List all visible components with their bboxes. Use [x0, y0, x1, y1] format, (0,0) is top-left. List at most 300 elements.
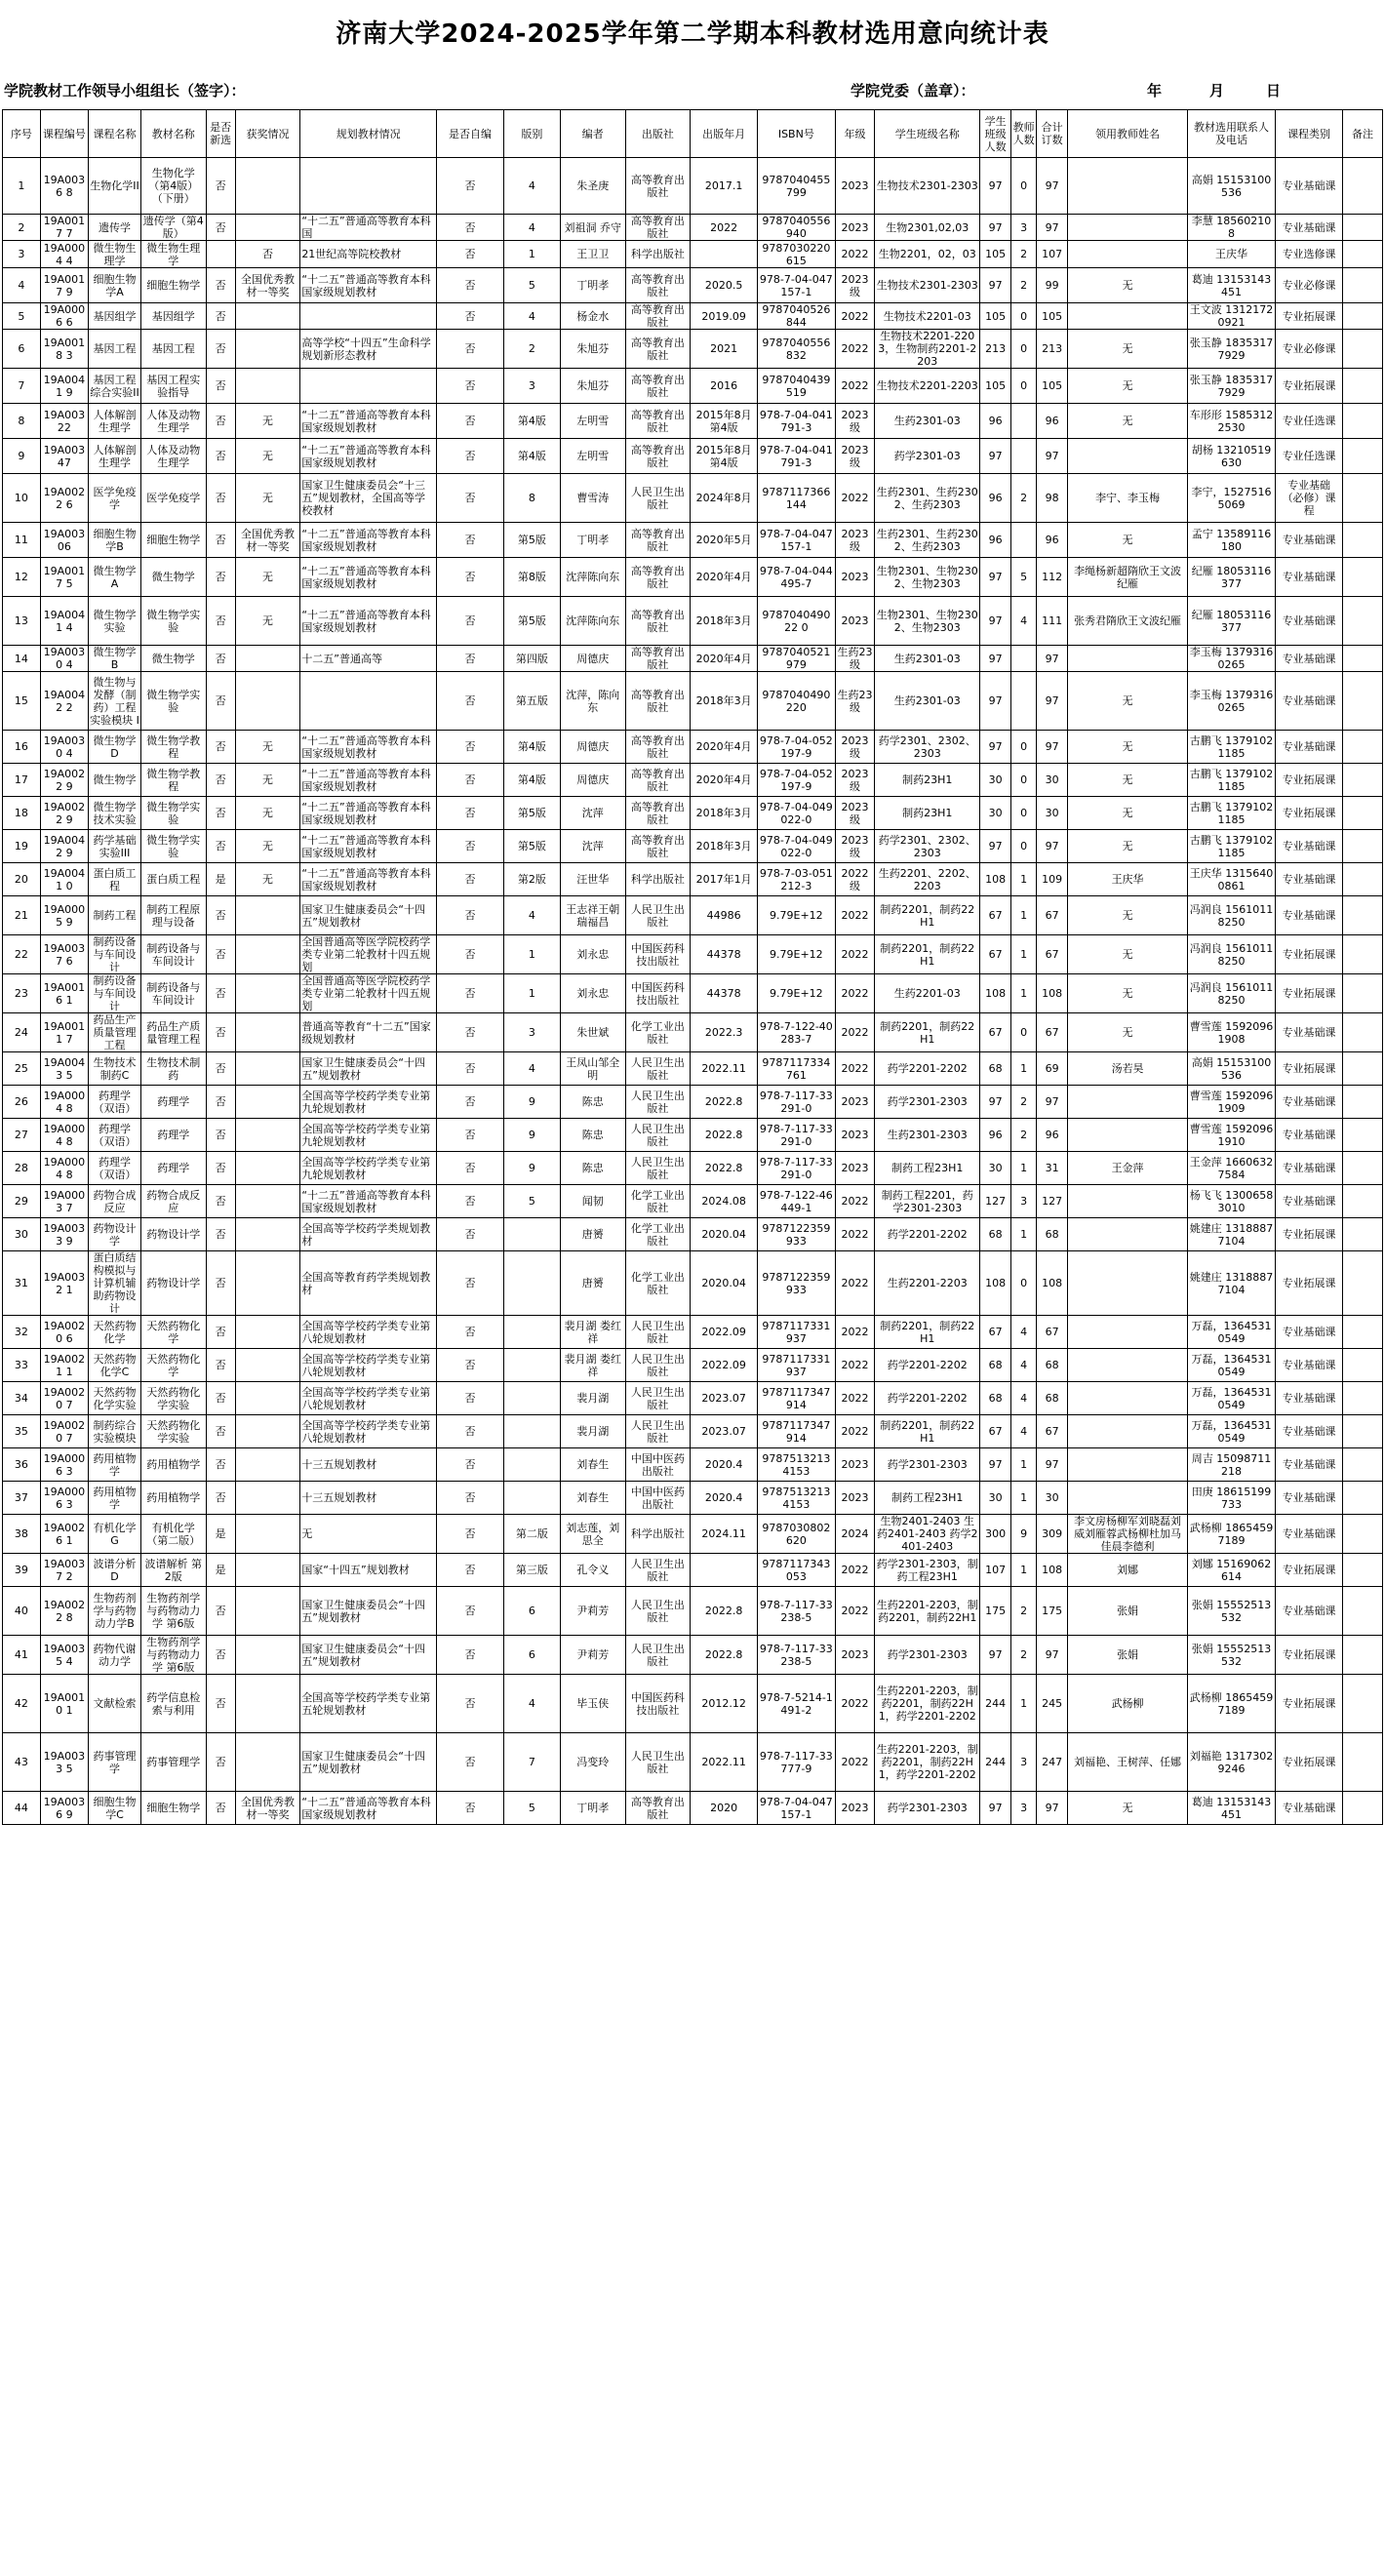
table-cell: 全国高等学校药学类专业第八轮规划教材	[300, 1349, 437, 1382]
table-cell: 高等教育出版社	[625, 215, 691, 241]
table-cell: 细胞生物学	[140, 1792, 206, 1825]
table-cell: 无	[1068, 404, 1188, 439]
table-cell: 98	[1037, 474, 1068, 523]
table-cell: 2022.11	[691, 1733, 758, 1792]
table-cell: 32	[3, 1316, 41, 1349]
table-cell	[235, 1382, 300, 1415]
table-cell: 基因工程	[89, 330, 141, 369]
table-row	[3, 1587, 1383, 1636]
table-cell: 19A0022 8	[40, 1587, 88, 1636]
table-cell: 全国优秀教材一等奖	[235, 268, 300, 303]
table-cell: 专业拓展课	[1276, 1251, 1343, 1316]
table-cell: 19A0004 8	[40, 1152, 88, 1185]
table-cell: 全国高等学校药学类专业第九轮规划教材	[300, 1119, 437, 1152]
table-cell: 2023	[835, 1792, 875, 1825]
table-cell: 27	[3, 1119, 41, 1152]
table-cell: 微生物学教程	[140, 764, 206, 797]
table-cell: 69	[1037, 1052, 1068, 1086]
table-cell: 天然药物化学C	[89, 1349, 141, 1382]
table-cell: 34	[3, 1382, 41, 1415]
table-cell: 4	[503, 303, 560, 330]
table-cell	[1342, 1185, 1382, 1218]
table-cell: 否	[437, 1316, 504, 1349]
table-cell: 19A0004 8	[40, 1119, 88, 1152]
table-cell	[235, 303, 300, 330]
table-cell: “十二五”普通高等教育本科国家级规划教材	[300, 863, 437, 896]
table-cell: 高等教育出版社	[625, 404, 691, 439]
table-cell: 9787030220 615	[758, 241, 836, 268]
table-cell	[1342, 863, 1382, 896]
table-cell: 2022	[835, 1052, 875, 1086]
table-cell: 蛋白质结构模拟与计算机辅助药物设计	[89, 1251, 141, 1316]
table-cell: 国家卫生健康委员会“十四五”规划教材	[300, 1587, 437, 1636]
table-cell: 人民卫生出版社	[625, 896, 691, 935]
table-cell: 9	[503, 1152, 560, 1185]
table-cell	[1068, 1316, 1188, 1349]
table-cell: 否	[206, 1251, 235, 1316]
table-cell: 2023	[835, 1119, 875, 1152]
table-cell: 否	[437, 268, 504, 303]
table-cell: 天然药物化学	[140, 1349, 206, 1382]
table-cell: 3	[1011, 1733, 1037, 1792]
table-cell: 19A0017 9	[40, 268, 88, 303]
table-cell: 否	[437, 646, 504, 672]
table-cell: 30	[3, 1218, 41, 1251]
table-cell: 14	[3, 646, 41, 672]
table-cell: 药学2301-2303	[875, 1448, 980, 1482]
table-cell: 2020年5月	[691, 523, 758, 558]
table-cell	[1342, 215, 1382, 241]
column-header: 编者	[560, 110, 625, 158]
table-cell: 否	[437, 1185, 504, 1218]
column-header: 教材名称	[140, 110, 206, 158]
table-cell: 2018年3月	[691, 797, 758, 830]
table-row	[3, 797, 1383, 830]
table-cell: 213	[979, 330, 1010, 369]
table-cell: 无	[300, 1515, 437, 1554]
table-cell: 沈萍，陈向东	[560, 672, 625, 731]
table-cell: 闻韧	[560, 1185, 625, 1218]
table-cell: 105	[979, 369, 1010, 404]
table-cell	[1342, 1733, 1382, 1792]
table-cell	[1068, 1185, 1188, 1218]
table-cell: 19A0030 4	[40, 646, 88, 672]
table-cell: 生物药剂学与药物动力学 第6版	[140, 1587, 206, 1636]
table-row	[3, 1415, 1383, 1448]
table-cell: 纪雁 18053116377	[1187, 597, 1275, 646]
table-cell: 9787040439519	[758, 369, 836, 404]
table-cell: 药理学（双语）	[89, 1119, 141, 1152]
table-cell: 朱圣庚	[560, 158, 625, 215]
table-cell: 胡杨 13210519630	[1187, 439, 1275, 474]
table-cell: 人民卫生出版社	[625, 1152, 691, 1185]
table-cell: 2022	[835, 935, 875, 974]
table-cell: 96	[979, 523, 1010, 558]
table-cell: 39	[3, 1554, 41, 1587]
table-cell: 天然药物化学实验	[140, 1415, 206, 1448]
table-cell: 制药23H1	[875, 797, 980, 830]
column-header: 领用教师姓名	[1068, 110, 1188, 158]
table-cell: 否	[437, 1152, 504, 1185]
table-cell: 刘志莲，刘思全	[560, 1515, 625, 1554]
table-cell: 否	[437, 1052, 504, 1086]
table-cell	[1342, 158, 1382, 215]
table-cell: 人民卫生出版社	[625, 1052, 691, 1086]
table-row	[3, 330, 1383, 369]
table-cell: 否	[437, 1448, 504, 1482]
table-cell: 遗传学（第4版）	[140, 215, 206, 241]
table-cell	[1342, 1636, 1382, 1675]
table-cell: 否	[437, 1636, 504, 1675]
table-cell: 978-7-122-40283-7	[758, 1013, 836, 1052]
column-header: 规划教材情况	[300, 110, 437, 158]
table-cell: 专业基础课	[1276, 1185, 1343, 1218]
table-cell: 97	[1037, 215, 1068, 241]
table-cell: 刘祖洞 乔守	[560, 215, 625, 241]
table-cell: 30	[1037, 797, 1068, 830]
table-cell	[235, 1587, 300, 1636]
table-cell: 尹莉芳	[560, 1587, 625, 1636]
table-cell: 朱旭芬	[560, 330, 625, 369]
table-cell: 否	[437, 1119, 504, 1152]
table-cell: 全国高等学校药学类规划教材	[300, 1218, 437, 1251]
table-cell: 微生物生理学	[89, 241, 141, 268]
table-cell: 22	[3, 935, 41, 974]
table-cell: 97	[979, 731, 1010, 764]
table-cell: 沈萍	[560, 830, 625, 863]
table-cell: 19A0006 3	[40, 1482, 88, 1515]
table-cell	[503, 1382, 560, 1415]
table-cell	[1068, 158, 1188, 215]
table-cell: 309	[1037, 1515, 1068, 1554]
table-cell: 105	[1037, 369, 1068, 404]
table-cell: 127	[1037, 1185, 1068, 1218]
table-cell: 否	[206, 330, 235, 369]
table-cell: 30	[1037, 1482, 1068, 1515]
table-cell: 沈萍	[560, 797, 625, 830]
table-cell: 2023级	[835, 764, 875, 797]
table-cell: 天然药物化学	[140, 1316, 206, 1349]
table-cell: 专业拓展课	[1276, 935, 1343, 974]
table-cell: 否	[206, 974, 235, 1013]
table-cell: 化学工业出版社	[625, 1218, 691, 1251]
table-cell: 67	[979, 935, 1010, 974]
table-cell: 96	[1037, 404, 1068, 439]
table-cell: 无	[1068, 731, 1188, 764]
column-header: 课程名称	[89, 110, 141, 158]
table-cell: 基因工程	[140, 330, 206, 369]
table-cell	[1342, 558, 1382, 597]
table-cell: 朱世斌	[560, 1013, 625, 1052]
table-cell: 波谱解析 第2版	[140, 1554, 206, 1587]
table-cell: 否	[206, 1152, 235, 1185]
table-cell: 高等教育出版社	[625, 268, 691, 303]
table-cell: 2023.07	[691, 1415, 758, 1448]
table-row	[3, 1316, 1383, 1349]
table-cell: 6	[503, 1587, 560, 1636]
table-cell: 978-7-04-052197-9	[758, 764, 836, 797]
table-cell: 万磊，13645310549	[1187, 1382, 1275, 1415]
table-cell: 专业基础课	[1276, 646, 1343, 672]
table-cell: 2020年4月	[691, 646, 758, 672]
table-cell: 213	[1037, 330, 1068, 369]
table-cell: 9787117334761	[758, 1052, 836, 1086]
table-cell: 左明雪	[560, 404, 625, 439]
table-header-row	[3, 110, 1383, 158]
table-cell: 王凤山邹全明	[560, 1052, 625, 1086]
table-cell	[1068, 1086, 1188, 1119]
table-cell: 4	[1011, 1415, 1037, 1448]
table-cell: 微生物学实验	[140, 830, 206, 863]
table-cell	[1342, 1448, 1382, 1482]
table-cell: 波谱分析D	[89, 1554, 141, 1587]
table-cell: 2022	[835, 974, 875, 1013]
table-cell: 无	[235, 764, 300, 797]
table-cell: 科学出版社	[625, 241, 691, 268]
table-cell	[300, 158, 437, 215]
table-cell: 33	[3, 1349, 41, 1382]
table-cell: 专业基础课	[1276, 863, 1343, 896]
table-cell: 中国中医药出版社	[625, 1448, 691, 1482]
table-cell: 31	[3, 1251, 41, 1316]
table-cell: 0	[1011, 1013, 1037, 1052]
table-cell	[1068, 303, 1188, 330]
table-row	[3, 1675, 1383, 1733]
table-cell	[1011, 523, 1037, 558]
table-cell	[1342, 1251, 1382, 1316]
table-cell: 人民卫生出版社	[625, 1415, 691, 1448]
table-cell: 否	[437, 1013, 504, 1052]
table-cell	[1068, 439, 1188, 474]
table-row	[3, 1349, 1383, 1382]
table-cell: 68	[979, 1349, 1010, 1382]
table-cell: 68	[1037, 1218, 1068, 1251]
table-cell	[1342, 369, 1382, 404]
column-header: 序号	[3, 110, 41, 158]
table-cell: 97	[979, 215, 1010, 241]
table-cell: 978-7-117-33238-5	[758, 1587, 836, 1636]
table-cell: 5	[503, 1185, 560, 1218]
table-cell: 国家卫生健康委员会“十四五”规划教材	[300, 1733, 437, 1792]
table-cell: 20	[3, 863, 41, 896]
table-cell: 1	[3, 158, 41, 215]
table-cell: 97	[979, 1636, 1010, 1675]
table-cell: 专业必修课	[1276, 330, 1343, 369]
table-cell: 3	[1011, 1792, 1037, 1825]
table-cell	[503, 1251, 560, 1316]
table-cell: 9	[3, 439, 41, 474]
table-cell: 19A0006 6	[40, 303, 88, 330]
table-cell: 细胞生物学A	[89, 268, 141, 303]
table-cell: 67	[1037, 1013, 1068, 1052]
table-cell: 0	[1011, 158, 1037, 215]
table-cell: 0	[1011, 303, 1037, 330]
table-cell: 244	[979, 1675, 1010, 1733]
table-row	[3, 474, 1383, 523]
table-cell: 97	[1037, 439, 1068, 474]
table-cell: 专业任选课	[1276, 439, 1343, 474]
table-cell: 生物2201，02，03	[875, 241, 980, 268]
table-cell	[1342, 1086, 1382, 1119]
table-cell: 无	[1068, 896, 1188, 935]
table-cell: 5	[503, 1792, 560, 1825]
table-cell	[235, 672, 300, 731]
table-cell: 无	[1068, 830, 1188, 863]
table-cell: 第二版	[503, 1515, 560, 1554]
table-cell: 人民卫生出版社	[625, 1119, 691, 1152]
table-cell: 否	[437, 1554, 504, 1587]
table-cell: 2	[3, 215, 41, 241]
table-cell: 67	[1037, 1415, 1068, 1448]
table-cell: 药学2201-2202	[875, 1382, 980, 1415]
table-cell: “十二五”普通高等教育本科国家级规划教材	[300, 830, 437, 863]
table-cell: 药理学	[140, 1119, 206, 1152]
table-cell: 68	[1037, 1382, 1068, 1415]
table-cell: 人民卫生出版社	[625, 1554, 691, 1587]
table-cell	[503, 1448, 560, 1482]
table-cell: 否	[437, 523, 504, 558]
month-label: 月	[1209, 82, 1225, 99]
table-cell: 生物2301、生物2302、生物2303	[875, 558, 980, 597]
table-cell	[235, 158, 300, 215]
table-cell: 周德庆	[560, 646, 625, 672]
table-cell: 李绳杨新超隋欣王文波纪雁	[1068, 558, 1188, 597]
table-row	[3, 1218, 1383, 1251]
table-cell: 4	[1011, 1382, 1037, 1415]
table-cell: 978-7-117-33238-5	[758, 1636, 836, 1675]
table-cell: 药学2301-2303	[875, 1792, 980, 1825]
table-cell: 药学2201-2202	[875, 1349, 980, 1382]
table-cell: 无	[235, 597, 300, 646]
table-cell: 2022	[835, 1013, 875, 1052]
table-cell: 丁明孝	[560, 1792, 625, 1825]
textbook-table	[2, 109, 1383, 1825]
table-cell: 4	[503, 896, 560, 935]
table-cell: 1	[1011, 1554, 1037, 1587]
table-cell: 97	[979, 597, 1010, 646]
table-cell	[1342, 1415, 1382, 1448]
table-row	[3, 215, 1383, 241]
table-cell: 19A0041 9	[40, 369, 88, 404]
table-cell: 否	[206, 1316, 235, 1349]
table-cell: 高等教育出版社	[625, 330, 691, 369]
table-cell: “十二五”普通高等教育本科国家级规划教材	[300, 764, 437, 797]
table-cell: 冯润良 15610118250	[1187, 974, 1275, 1013]
table-cell: 97	[1037, 1448, 1068, 1482]
table-cell: 19A0036 9	[40, 1792, 88, 1825]
table-cell: 97	[1037, 1086, 1068, 1119]
table-cell: 制药工程原理与设备	[140, 896, 206, 935]
table-cell: 19A0042 9	[40, 830, 88, 863]
table-cell: 武杨柳 18654597189	[1187, 1515, 1275, 1554]
column-header: 出版社	[625, 110, 691, 158]
table-cell: 无	[1068, 1013, 1188, 1052]
table-cell: 第4版	[503, 404, 560, 439]
table-cell: 王卫卫	[560, 241, 625, 268]
table-cell: 基因工程综合实验II	[89, 369, 141, 404]
table-cell	[235, 1415, 300, 1448]
table-cell	[235, 1086, 300, 1119]
table-cell: 3	[503, 1013, 560, 1052]
table-cell: 否	[235, 241, 300, 268]
table-cell: 否	[206, 1415, 235, 1448]
table-body	[3, 158, 1383, 1825]
table-cell: 2018年3月	[691, 830, 758, 863]
table-cell	[503, 1415, 560, 1448]
table-cell	[1068, 1448, 1188, 1482]
table-cell: 是	[206, 863, 235, 896]
table-cell: 9787122359933	[758, 1251, 836, 1316]
table-row	[3, 1636, 1383, 1675]
table-cell: 105	[979, 303, 1010, 330]
table-cell	[1342, 646, 1382, 672]
table-cell: 生物技术2301-2303	[875, 158, 980, 215]
table-cell: 否	[437, 764, 504, 797]
table-cell: 35	[3, 1415, 41, 1448]
table-cell: 无	[1068, 268, 1188, 303]
table-cell: 38	[3, 1515, 41, 1554]
table-cell: 9.79E+12	[758, 935, 836, 974]
table-row	[3, 1515, 1383, 1554]
table-cell: 药理学	[140, 1086, 206, 1119]
table-cell	[1342, 1554, 1382, 1587]
table-cell: 专业基础课	[1276, 1086, 1343, 1119]
table-cell: 药理学（双语）	[89, 1152, 141, 1185]
table-cell: 药学2301-2303	[875, 1086, 980, 1119]
table-cell: 9787040455799	[758, 158, 836, 215]
table-cell: 175	[1037, 1587, 1068, 1636]
table-cell: 药物设计学	[89, 1218, 141, 1251]
table-cell: 第四版	[503, 646, 560, 672]
table-cell: 无	[1068, 369, 1188, 404]
table-cell: 2022	[835, 1316, 875, 1349]
table-cell: 细胞生物学B	[89, 523, 141, 558]
table-cell: 9787040556 940	[758, 215, 836, 241]
table-cell: 有机化学G	[89, 1515, 141, 1554]
table-cell: 刘福艳、王树萍、任娜	[1068, 1733, 1188, 1792]
column-header: 出版年月	[691, 110, 758, 158]
table-cell: 否	[437, 896, 504, 935]
table-row	[3, 1119, 1383, 1152]
party-seal-label: 学院党委（盖章）：	[851, 82, 975, 99]
table-row	[3, 1448, 1383, 1482]
table-cell: 否	[437, 474, 504, 523]
table-cell: 13	[3, 597, 41, 646]
table-cell: 化学工业出版社	[625, 1185, 691, 1218]
column-header: 备注	[1342, 110, 1382, 158]
table-cell: 2022	[835, 1218, 875, 1251]
table-cell: 978-7-04-049022-0	[758, 830, 836, 863]
table-cell: 2022.8	[691, 1119, 758, 1152]
table-cell: 4	[503, 158, 560, 215]
table-cell: 3	[1011, 215, 1037, 241]
table-cell: 曹雪莲 15920961908	[1187, 1013, 1275, 1052]
table-cell: 175	[979, 1587, 1010, 1636]
table-cell: 23	[3, 974, 41, 1013]
table-cell	[1342, 1152, 1382, 1185]
table-cell	[1068, 1382, 1188, 1415]
table-cell: 2022	[835, 474, 875, 523]
table-row	[3, 439, 1383, 474]
table-cell: 19A0022 9	[40, 764, 88, 797]
table-cell: 2020.04	[691, 1218, 758, 1251]
table-cell: 0	[1011, 330, 1037, 369]
table-cell: 244	[979, 1733, 1010, 1792]
table-cell: 国家卫生健康委员会“十四五”规划教材	[300, 1636, 437, 1675]
table-cell	[235, 974, 300, 1013]
table-cell: 97	[979, 1792, 1010, 1825]
table-cell: 96	[979, 474, 1010, 523]
